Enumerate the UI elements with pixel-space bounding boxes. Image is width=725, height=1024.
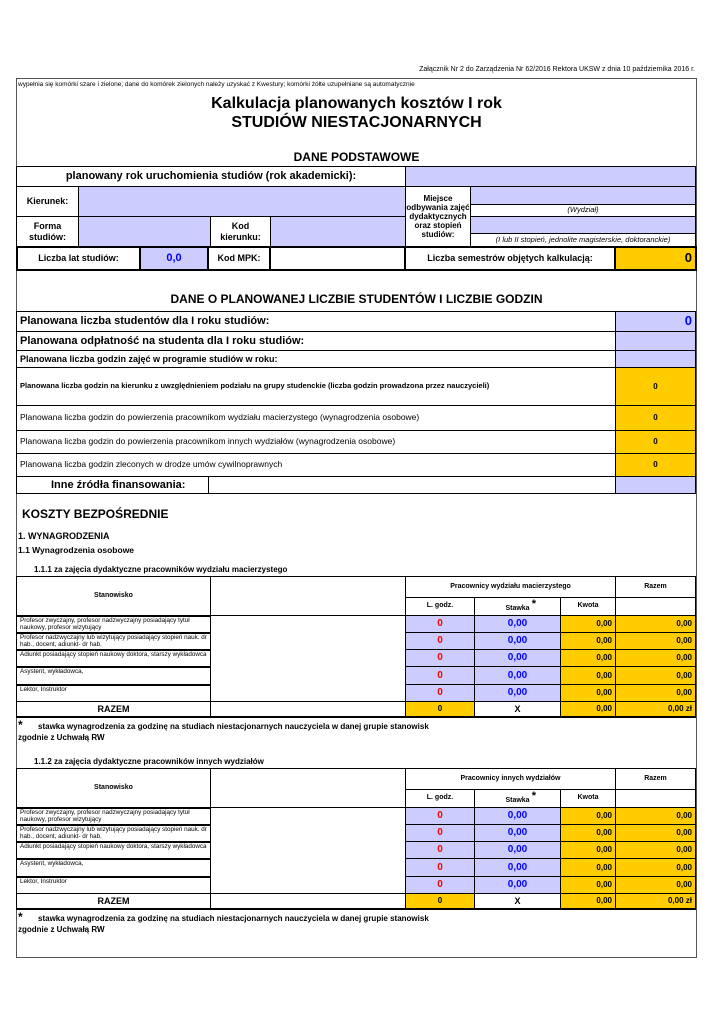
lgodz-input[interactable]: 0: [405, 807, 475, 825]
plan-row-value: 0: [615, 430, 696, 454]
footnote-text: stawka wynagrodzenia za godzinę na studiach niestacjonarnych nauczyciela w danej grupie stanowisk: [38, 722, 429, 731]
lgodz-input[interactable]: 0: [405, 666, 475, 685]
blank-cell: [210, 824, 406, 842]
lgodz-input[interactable]: 0: [405, 632, 475, 650]
forma-label: Forma studiów:: [16, 216, 79, 247]
asterisk-mark: *: [531, 790, 536, 802]
asterisk-mark: *: [531, 598, 536, 610]
stanowisko-cell: Lektor, Instruktor: [16, 684, 211, 702]
stawka-input[interactable]: 0,00: [474, 684, 561, 702]
wydzial-input[interactable]: [470, 186, 696, 205]
stopien-input[interactable]: [470, 216, 696, 234]
year-label: planowany rok uruchomienia studiów (rok akademicki):: [16, 166, 406, 187]
footnote-text-2: zgodnie z Uchwałą RW: [18, 925, 105, 934]
lata-label: Liczba lat studiów:: [16, 246, 141, 271]
kwota-value: 0,00: [560, 807, 616, 825]
kwota-value: 0,00: [560, 858, 616, 877]
lgodz-header: L. godz.: [405, 597, 475, 616]
plan-row-value: 0: [615, 453, 696, 477]
stawka-input[interactable]: 0,00: [474, 666, 561, 685]
stawka-input[interactable]: 0,00: [474, 876, 561, 894]
fill-instruction: wypełnia się komórki szare i zielone; dane do komórek zielonych należy uzyskać z Kwestury; komórki żółte uzupełniane są automatycznie: [18, 81, 415, 88]
razem-subheader: [615, 789, 696, 808]
lgodz-input[interactable]: 0: [405, 615, 475, 633]
footnote-text-2: zgodnie z Uchwałą RW: [18, 733, 105, 742]
stanowisko-cell: Profesor zwyczajny, profesor nadzwyczajny posiadający tytuł naukowy, profesor wizytujący: [16, 807, 211, 825]
plan-heading: DANE O PLANOWANEJ LICZBIE STUDENTÓW I LICZBIE GODZIN: [170, 292, 543, 306]
razem-value: 0,00: [615, 649, 696, 667]
stanowisko-header: Stanowisko: [16, 768, 211, 808]
stanowisko-cell: Profesor nadzwyczajny lub wizytujący posiadający stopień nauk. dr hab., docent, adiunkt- dr hab.: [16, 824, 211, 842]
stawka-label: Stawka: [505, 604, 530, 612]
kwota-header: Kwota: [560, 789, 616, 808]
razem-value: 0,00: [615, 615, 696, 633]
lgodz-input[interactable]: 0: [405, 841, 475, 859]
razem-value: 0,00: [615, 632, 696, 650]
group-header: Pracownicy innych wydziałów: [405, 768, 616, 790]
stawka-input[interactable]: 0,00: [474, 858, 561, 877]
plan-row-value: 0: [615, 405, 696, 431]
plan-row-label: Planowana liczba godzin zleconych w drodze umów cywilnoprawnych: [16, 453, 616, 477]
total-kwota: 0,00: [560, 701, 616, 718]
total-label: RAZEM: [16, 893, 211, 910]
stawka-input[interactable]: 0,00: [474, 649, 561, 667]
costs-heading: KOSZTY BEZPOŚREDNIE: [22, 507, 169, 521]
kierunek-label: Kierunek:: [16, 186, 79, 217]
plan-row-label: Planowana liczba godzin do powierzenia pracownikom wydziału macierzystego (wynagrodzenia osobowe): [16, 405, 616, 431]
blank-cell: [210, 841, 406, 859]
blank-cell: [210, 615, 406, 633]
blank-cell: [210, 701, 406, 718]
stawka-header: [474, 597, 561, 616]
other-desc-input[interactable]: [208, 476, 616, 494]
kwota-value: 0,00: [560, 876, 616, 894]
blank-cell: [210, 632, 406, 650]
annex-note: Załącznik Nr 2 do Zarządzenia Nr 62/2016 Rektora UKSW z dnia 10 października 2016 r.: [419, 66, 695, 73]
group-header: Pracownicy wydziału macierzystego: [405, 576, 616, 598]
stanowisko-cell: Profesor zwyczajny, profesor nadzwyczajny posiadający tytuł naukowy, profesor wizytujący: [16, 615, 211, 633]
other-label: Inne źródła finansowania:: [16, 476, 209, 494]
section-1-1: 1.1 Wynagrodzenia osobowe: [18, 545, 135, 555]
wydzial-hint: (Wydział): [470, 204, 696, 217]
blank-cell: [210, 858, 406, 877]
table-title: 1.1.2 za zajęcia dydaktyczne pracowników innych wydziałów: [34, 757, 264, 766]
kwota-value: 0,00: [560, 615, 616, 633]
plan-row-label: Planowana liczba godzin do powierzenia pracownikom innych wydziałów (wynagrodzenia osobowe): [16, 430, 616, 454]
blank-header: [210, 576, 406, 616]
blank-cell: [210, 649, 406, 667]
blank-header: [210, 768, 406, 808]
kwota-value: 0,00: [560, 666, 616, 685]
stawka-input[interactable]: 0,00: [474, 807, 561, 825]
blank-cell: [210, 876, 406, 894]
total-lgodz: 0: [405, 701, 475, 718]
razem-value: 0,00: [615, 824, 696, 842]
stanowisko-cell: Lektor, Instruktor: [16, 876, 211, 894]
total-stawka: X: [474, 893, 561, 910]
fee-input[interactable]: [615, 331, 696, 351]
blank-cell: [210, 893, 406, 910]
blank-cell: [210, 666, 406, 685]
stanowisko-cell: Adiunkt posiadający stopień naukowy doktora, starszy wykładowca: [16, 841, 211, 859]
lgodz-input[interactable]: 0: [405, 824, 475, 842]
semestry-label: Liczba semestrów objętych kalkulacją:: [404, 246, 616, 271]
total-stawka: X: [474, 701, 561, 718]
plan-row-value: 0: [615, 367, 696, 406]
hours-label: Planowana liczba godzin zajęć w programie studiów w roku:: [16, 350, 616, 368]
lgodz-header: L. godz.: [405, 789, 475, 808]
footnote-star: *: [18, 718, 23, 732]
other-value-input[interactable]: [615, 476, 696, 494]
stanowisko-header: Stanowisko: [16, 576, 211, 616]
table-title: 1.1.1 za zajęcia dydaktyczne pracowników wydziału macierzystego: [34, 565, 288, 574]
kwota-value: 0,00: [560, 841, 616, 859]
page-title: Kalkulacja planowanych kosztów I rok STUDIÓW NIESTACJONARNYCH: [211, 95, 502, 131]
fee-label: Planowana odpłatność na studenta dla I roku studiów:: [16, 331, 616, 351]
section-1: 1. WYNAGRODZENIA: [18, 531, 110, 541]
stawka-input[interactable]: 0,00: [474, 615, 561, 633]
footnote-star: *: [18, 910, 23, 924]
razem-value: 0,00: [615, 858, 696, 877]
kwota-value: 0,00: [560, 684, 616, 702]
razem-value: 0,00: [615, 876, 696, 894]
total-razem: 0,00 zł: [615, 701, 696, 718]
basic-heading: DANE PODSTAWOWE: [293, 150, 420, 164]
stawka-input[interactable]: 0,00: [474, 841, 561, 859]
stanowisko-cell: Asystent, wykładowca,: [16, 666, 211, 685]
semestry-value: 0: [614, 246, 697, 271]
lgodz-input[interactable]: 0: [405, 684, 475, 702]
kierunek-input[interactable]: [78, 186, 406, 217]
kwota-value: 0,00: [560, 824, 616, 842]
kwota-header: Kwota: [560, 597, 616, 616]
stanowisko-cell: Adiunkt posiadający stopień naukowy doktora, starszy wykładowca: [16, 649, 211, 667]
stopien-hint: (I lub II stopień, jednolite magisterskie, doktoranckie): [470, 233, 696, 247]
stawka-header: [474, 789, 561, 808]
kod-kierunku-label: Kod kierunku:: [210, 216, 271, 247]
total-kwota: 0,00: [560, 893, 616, 910]
lgodz-input[interactable]: 0: [405, 876, 475, 894]
razem-header: Razem: [615, 768, 696, 790]
total-lgodz: 0: [405, 893, 475, 910]
stanowisko-cell: Profesor nadzwyczajny lub wizytujący posiadający stopień nauk. dr hab., docent, adiunkt- dr hab.: [16, 632, 211, 650]
mpk-label: Kod MPK:: [207, 246, 271, 271]
lata-value[interactable]: 0,0: [139, 246, 209, 271]
miejsce-label: Miejsce odbywania zajęć dydaktycznych oraz stopień studiów:: [405, 186, 471, 247]
razem-value: 0,00: [615, 666, 696, 685]
year-input[interactable]: [405, 166, 696, 187]
razem-value: 0,00: [615, 807, 696, 825]
kwota-value: 0,00: [560, 649, 616, 667]
razem-value: 0,00: [615, 684, 696, 702]
mpk-input[interactable]: [269, 246, 406, 271]
razem-header: Razem: [615, 576, 696, 598]
kwota-value: 0,00: [560, 632, 616, 650]
stawka-input[interactable]: 0,00: [474, 632, 561, 650]
blank-cell: [210, 684, 406, 702]
blank-cell: [210, 807, 406, 825]
razem-subheader: [615, 597, 696, 616]
hours-input[interactable]: [615, 350, 696, 368]
lgodz-input[interactable]: 0: [405, 649, 475, 667]
students-label: Planowana liczba studentów dla I roku studiów:: [16, 311, 616, 332]
students-value[interactable]: 0: [615, 311, 696, 332]
kod-kierunku-input[interactable]: [270, 216, 406, 247]
stawka-label: Stawka: [505, 796, 530, 804]
stanowisko-cell: Asystent, wykładowca,: [16, 858, 211, 877]
footnote-text: stawka wynagrodzenia za godzinę na studiach niestacjonarnych nauczyciela w danej grupie stanowisk: [38, 914, 429, 923]
razem-value: 0,00: [615, 841, 696, 859]
plan-row-label: Planowana liczba godzin na kierunku z uwzględnieniem podziału na grupy studenckie (liczba godzin prowadzona przez nauczycieli): [16, 367, 616, 406]
total-label: RAZEM: [16, 701, 211, 718]
total-razem: 0,00 zł: [615, 893, 696, 910]
lgodz-input[interactable]: 0: [405, 858, 475, 877]
stawka-input[interactable]: 0,00: [474, 824, 561, 842]
forma-input[interactable]: [78, 216, 211, 247]
